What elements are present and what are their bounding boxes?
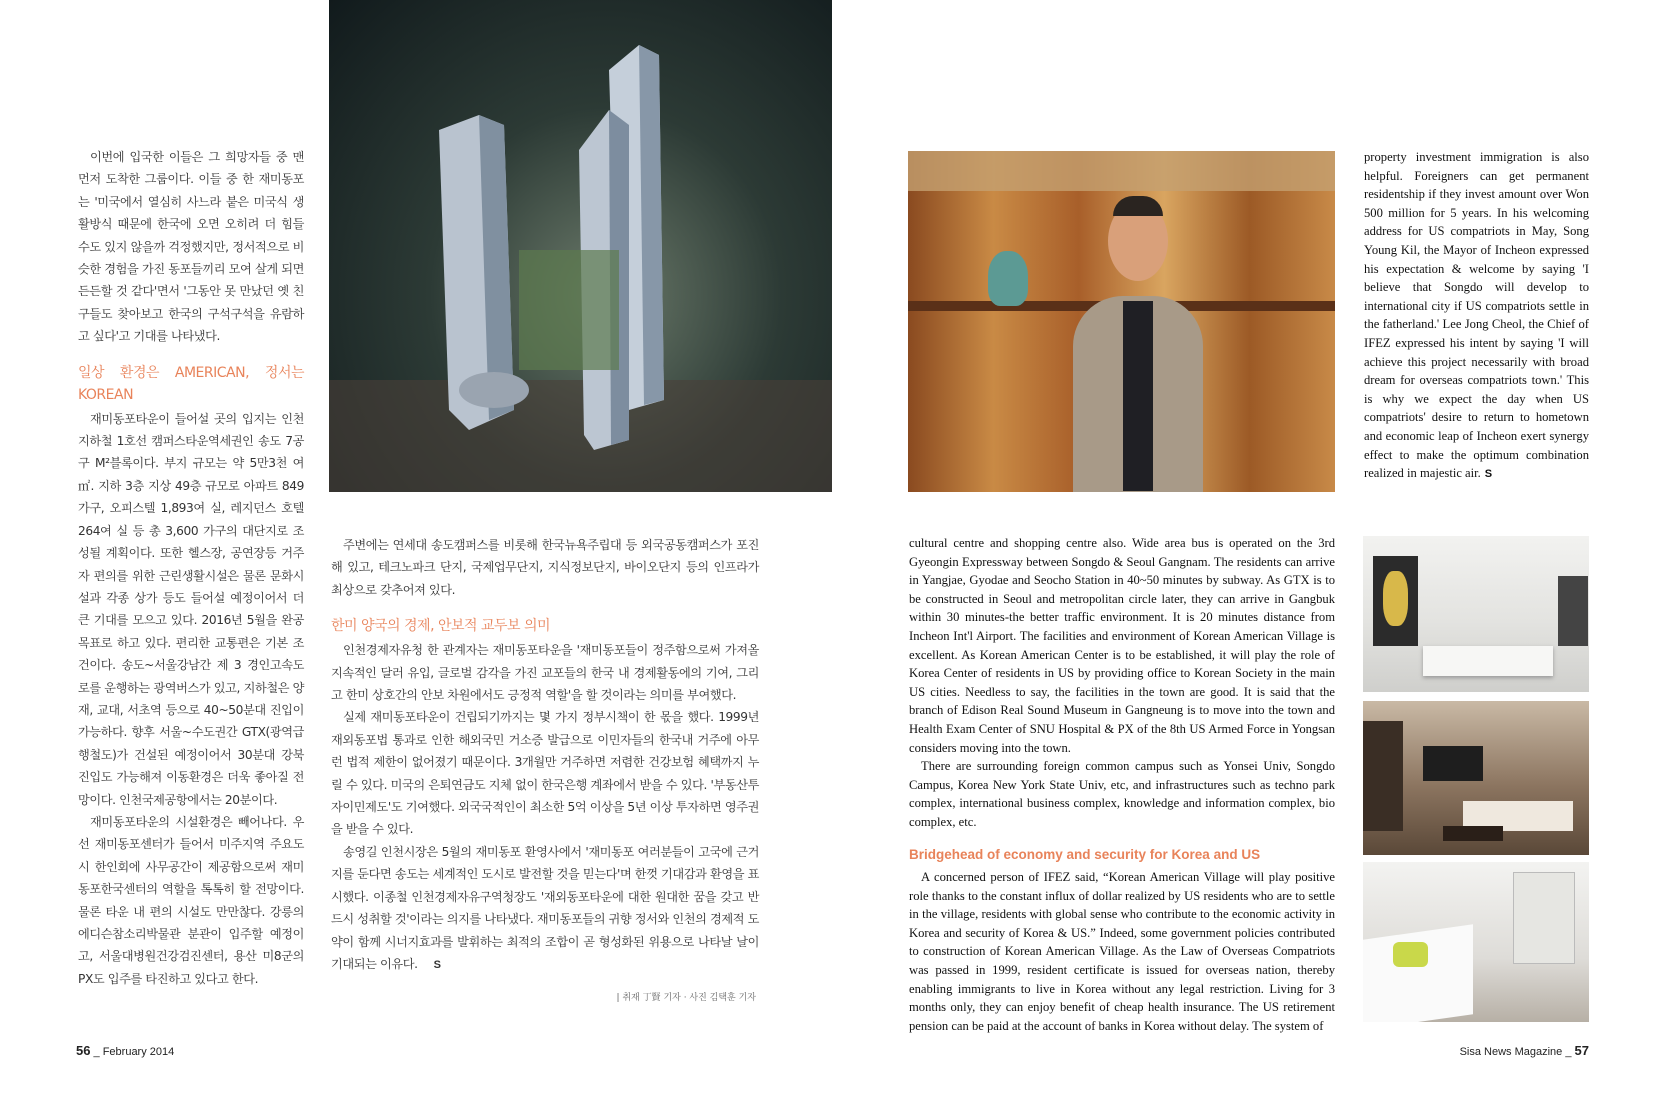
body-paragraph: 재미동포타운이 들어설 곳의 입지는 인천지하철 1호선 캠퍼스타운역세권인 송도 7공구 M²블록이다. 부지 규모는 약 5만3천 여㎡. 지하 3층 지상 49층 규모로 아파트 849가구, 오피스텔 1,893여 실, 레지던스 호텔 264여 실 등 총 3,600 가구의 대단지로 조성될 계획이다. 또한 헬스장, 공연장등 거주자 편의를 위한 근린생활시설은 물론 문화시설과 각종 상가 등도 들어설 예정이어서 더 큰 기대를 모으고 있다. 2016년 5월을 완공 목표로 하고 있다. 편리한 교통편은 기본 조건이다. 송도~서울강남간 제 3 경인고속도로를 운행하는 광역버스가 있고, 지하철은 양재, 교대, 서초역 등으로 40~50분대 진입이 가능하다. 향후 서울~수도권간 GTX(광역급행철도)가 건설된 예정이어서 30분대 강북 진입도 가능해져 이동환경은 더욱 좋아질 전망이다. 인천국제공항에서는 20분이다. (78, 411, 304, 807)
section-heading: 한미 양국의 경제, 안보적 교두보 의미 (331, 618, 551, 635)
interior-photo-living-room (1363, 536, 1589, 692)
portrait-photo (908, 151, 1335, 492)
left-korean-column (78, 146, 304, 990)
aerial-rendering-image (329, 0, 832, 492)
footer-right (1460, 1043, 1589, 1058)
english-main-column (909, 534, 1335, 1035)
body-paragraph: 주변에는 연세대 송도캠퍼스를 비롯해 한국뉴욕주립대 등 외국공동캠퍼스가 포진해 있고, 테크노파크 단지, 국제업무단지, 지식정보단지, 바이오단지 등의 인프라가 최상으로 갖추어져 있다. (331, 538, 759, 597)
body-paragraph: 인천경제자유청 한 관계자는 재미동포타운을 '재미동포들이 정주함으로써 가져올 지속적인 달러 유입, 글로벌 감각을 가진 교포들의 한국 내 경제활동에의 기여, 그리고 한미 상호간의 안보 차원에서도 긍정적 역할'을 할 것이라는 의미를 부여했다. (331, 643, 759, 703)
interior-photo-bedroom (1363, 862, 1589, 1022)
end-mark-icon: S (433, 958, 441, 971)
page-number: 57 (1574, 1043, 1589, 1058)
section-heading: Bridgehead of economy and security for Korea and US (909, 846, 1261, 862)
body-paragraph: A concerned person of IFEZ said, “Korean American Village will play positive role thanks to the constant influx of dollar realized by US residents who are to settle in the village, residents with global sense who contribute to the economic activity in Korea and security of Korea & US.” Indeed, some government policies contributed to construction of Korean American Village. As the Law of Overseas Compatriots was passed in 1999, resident certificate is issued for overseas nation, thereby enabling immigrants to live in Korea without any legal restriction. Living for 3 months only, they can enjoy benefit of cheap health insurance. The US retirement pension can be paid at the account of banks in Korea without delay. The system of (909, 870, 1335, 1033)
body-text: 송영길 인천시장은 5월의 재미동포 환영사에서 '재미동포 여러분들이 고국에 근거지를 둔다면 송도는 세계적인 도시로 발전할 것을 믿는다'며 한껏 기대감과 환영을 표시했다. 이종철 인천경제자유구역청장도 '재외동포타운에 대한 원대한 꿈을 갖고 반드시 성취할 것'이라는 의지를 나타냈다. 재미동포들의 귀향 정서와 인천의 경제적 도약이 함께 시너지효과를 발휘하는 최적의 조합이 곧 형성화된 위용으로 나타날 날이 기대되는 이유다. (331, 844, 759, 971)
body-paragraph: cultural centre and shopping centre also. Wide area bus is operated on the 3rd Gyeongin Expressway between Songdo & Seoul Gangnam. The residents can arrive in Yangjae, Gyodae and Seocho Station in 40~50 minutes by subway. As GTX is to be constructed in Seoul and metropolitan circle later, they can arrive in Gangbuk within 30 minutes-the better traffic environment. It is 20 minutes distance from Incheon Int'l Airport. The facilities and environment of Korean American Village is excellent. As Korean American Center is to be established, it will play the role of Korea Center of residents in US by providing office to Korean Society in the main US cities. Needless to say, the facilities in the town are good. It is said that the branch of Edison Real Sound Museum in Gangneung is to move into the town and Health Exam Center of SNU Hospital & PX of the 8th US Armed Force in Yongsan considers moving into the town. (909, 536, 1335, 755)
interior-photo-lounge (1363, 701, 1589, 855)
right-top-english-column (1364, 148, 1589, 484)
body-paragraph: There are surrounding foreign common campus such as Yonsei Univ, Songdo Campus, Korea New York State Univ, etc, and infrastructures such as techno park complex, international business complex, knowledge and information complex, bio complex, etc. (909, 759, 1335, 829)
body-paragraph: 실제 재미동포타운이 건립되기까지는 몇 가지 정부시책이 한 몫을 했다. 1999년 재외동포법 통과로 인한 해외국민 거소증 발급으로 이민자들의 한국내 거주에 아무런 법적 제한이 없어졌기 때문이다. 3개월만 거주하면 저렴한 건강보험 혜택까지 누릴 수 있다. 미국의 은퇴연금도 지체 없이 한국은행 계좌에서 받을 수 있다. '부동산투자이민제도'도 기여했다. 외국국적인이 최소한 5억 이상을 5년 이상 투자하면 영주권을 받을 수 있다. (331, 710, 759, 837)
body-text: property investment immigration is also helpful. Foreigners can get permanent residentship if they invest amount over Won 500 million for 5 years. In his welcoming address for US compatriots in May, Song Young Kil, the Mayor of Incheon expressed his expectation & welcome by saying 'I believe that Songdo will develop to international city if US compatriots settle in the fatherland.' Lee Jong Cheol, the Chief of IFEZ expressed his intent by saying 'I will achieve this project necessarily with broad dream for overseas compatriots town.' This is why we expect the day when US compatriots' desire to return to hometown and economic leap of Incheon exert synergy effect to make the optimum combination realized in majestic air. (1364, 150, 1589, 481)
middle-korean-column (331, 534, 759, 976)
issue-date: _ February 2014 (93, 1046, 175, 1058)
end-mark-icon: S (1484, 468, 1493, 481)
footer-left (76, 1043, 174, 1058)
section-heading: 일상 환경은 AMERICAN, 정서는 KOREAN (78, 364, 304, 403)
body-paragraph: 이번에 입국한 이들은 그 희망자들 중 맨 먼저 도착한 그룹이다. 이들 중 한 재미동포는 '미국에서 열심히 사느라 붙은 미국식 생활방식 때문에 한국에 오면 오히려 더 힘들 수도 있지 않을까 걱정했지만, 정서적으로 비슷한 경험을 가진 동포들끼리 모여 살게 되면 든든할 것 같다'면서 '그동안 못 만났던 옛 친구들도 찾아보고 한국의 구석구석을 유람하고 싶다'고 기대를 나타냈다. (78, 150, 304, 344)
body-paragraph (331, 841, 759, 976)
body-paragraph: 재미동포타운의 시설환경은 빼어나다. 우선 재미동포센터가 들어서 미주지역 주요도시 한인회에 사무공간이 제공함으로써 재미동포한국센터의 역할을 톡톡히 할 전망이다. 물론 타운 내 편의 시설도 만만찮다. 강릉의 에디슨참소리박물관 분관이 입주할 예정이고, 서울대병원건강검진센터, 용산 미8군의 PX도 입주를 타진하고 있다고 한다. (78, 814, 304, 986)
byline: | 취재 丁賢 기자 · 사진 김택훈 기자 (616, 993, 756, 1003)
tower-illustration (329, 0, 832, 492)
page-number: 56 (76, 1043, 91, 1058)
magazine-name: Sisa News Magazine _ (1459, 1046, 1572, 1058)
